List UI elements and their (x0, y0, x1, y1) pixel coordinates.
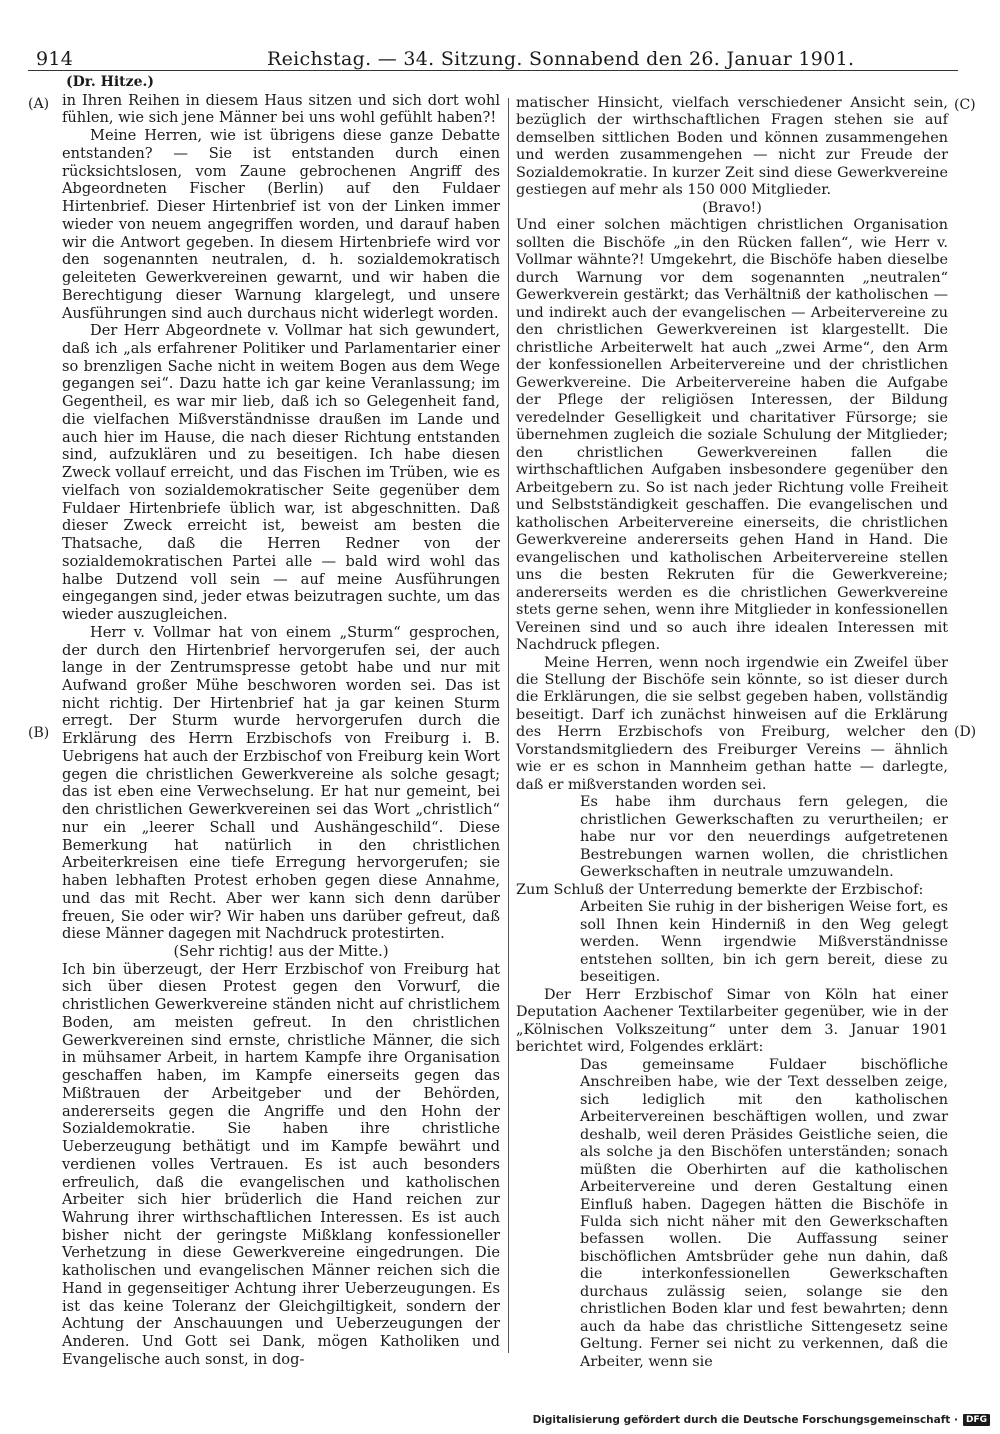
paragraph: matischer Hinsicht, vielfach verschiedener Ansicht sein, bezüglich der wirthschaftlichen Fragen stehen sie auf demselben sittlichen Boden und können zusammengehen und werden zusammengehen — nicht zur Freude der Sozialdemokratie. In kurzer Zeit sind diese Gewerkvereine gestiegen auf mehr als 150 000 Mitglieder. (516, 95, 948, 199)
speaker-label: (Dr. Hitze.) (66, 74, 154, 90)
margin-marker-a: (A) (28, 96, 50, 112)
paragraph: Ich bin überzeugt, der Herr Erzbischof von Freiburg hat sich über diesen Protest gegen den Vorwurf, die christlichen Gewerkvereine ständen nicht auf christlichem Boden, am meisten gefreut. In den christlichen Gewerkvereinen sind ernste, christliche Männer, die sich in mühsamer Arbeit, in hartem Kampfe ihre Organisation geschaffen haben, im Kampfe einerseits gegen das Mißtrauen der Arbeitgeber und der Behörden, andererseits gegen die Angriffe und den Hohn der Sozialdemokratie. Sie haben ihre christliche Ueberzeugung bethätigt und im Kampfe bewährt und verdienen volles Vertrauen. Es ist auch besonders erfreulich, daß die evangelischen und katholischen Arbeiter sich hier brüderlich die Hand reichen zur Wahrung ihrer wirthschaftlichen Interessen. Es ist auch bisher nicht der geringste Mißklang konfessioneller Verhetzung in diese Gewerkvereine eingedrungen. Die katholischen und evangelischen Männer reichen sich die Hand in gegenseitiger Achtung ihrer Ueberzeugungen. Es ist das keine Toleranz der Gleichgiltigkeit, sondern der Achtung der Anschauungen und Ueberzeugungen der Anderen. Und Gott sei Dank, mögen Katholiken und Evangelische auch sonst, in dog- (62, 960, 500, 1368)
interjection: (Bravo!) (702, 199, 762, 216)
paragraph: Meine Herren, wie ist übrigens diese ganze Debatte entstanden? — Sie ist entstanden durch einen rücksichtslosen, vom Zaune gebrochenen Angriff des Abgeordneten Fischer (Berlin) auf den Fuldaer Hirtenbrief. Dieser Hirtenbrief ist von der Linken immer wieder von neuem angegriffen worden, und darauf haben wir die Antwort gegeben. In diesem Hirtenbriefe wird vor den sogenannten neutralen, d. h. sozialdemokratisch geleiteten Gewerkvereinen gewarnt, und wir haben die Berechtigung dieser Warnung klargelegt, und unsere Ausführungen sind auch durchaus nicht widerlegt worden. (62, 127, 500, 322)
paragraph: Zum Schluß der Unterredung bemerkte der Erzbischof: (516, 881, 924, 898)
paragraph: in Ihren Reihen in diesem Haus sitzen und sich dort wohl fühlen, wie sich jene Männer bei uns wohl gefühlt haben?! (62, 91, 500, 127)
paragraph: Herr v. Vollmar hat von einem „Sturm“ gesprochen, der durch den Hirtenbrief hervorgerufen sei, der auch lange in der Zentrumspresse getobt habe und nur mit Aufwand großer Mühe beschworen worden sei. Das ist nicht richtig. Der Hirtenbrief hat ja gar keinen Sturm erregt. Der Sturm wurde hervorgerufen durch die Erklärung des Herrn Erzbischofs von Freiburg i. B. Uebrigens hat auch der Erzbischof von Freiburg kein Wort gegen die christlichen Gewerkvereine als solche gesagt; das ist eben eine Verwechselung. Er hat nur gemeint, bei den christlichen Gewerkvereinen sei das Wort „christlich“ nur ein „leerer Schall und Aushängeschild“. Diese Bemerkung hat natürlich in den christlichen Arbeiterkreisen eine tiefe Erregung hervorgerufen; sie haben lebhaften Protest erhoben gegen diese Annahme, und das mit Recht. Aber wer kann sich denn darüber freuen, Sie oder wir? Wir haben uns darüber gefreut, daß diese Männer dagegen mit Nachdruck protestirten. (62, 623, 500, 943)
dfg-logo: DFG (963, 1414, 990, 1426)
running-head: Reichstag. — 34. Sitzung. Sonnabend den 26. Januar 1901. (267, 48, 855, 70)
column-divider (508, 98, 509, 1353)
page-number: 914 (36, 48, 74, 70)
interjection: (Sehr richtig! aus der Mitte.) (173, 942, 389, 960)
left-column (62, 74, 500, 1369)
digitization-credit (533, 1414, 990, 1426)
credit-text: Digitalisierung gefördert durch die Deutsche Forschungsgemeinschaft · (532, 1414, 958, 1426)
block-quote: Es habe ihm durchaus fern gelegen, die christlichen Gewerkschaften zu verurtheilen; er habe nur vor den neuerdings aufgetretenen Bestrebungen warnen wollen, die christlichen Gewerkschaften in neutrale umzuwandeln. (580, 794, 948, 881)
block-quote: Arbeiten Sie ruhig in der bisherigen Weise fort, es soll Ihnen kein Hinderniß in den Weg gelegt werden. Wenn irgendwie Mißverständnisse entstehen sollten, bin ich gern bereit, diese zu beseitigen. (580, 899, 948, 986)
margin-marker-b: (B) (28, 725, 50, 741)
header-rule (28, 70, 958, 71)
paragraph: Meine Herren, wenn noch irgendwie ein Zweifel über die Stellung der Bischöfe sein könnte, so ist dieser durch die Erklärungen, die sie selbst gegeben haben, vollständig beseitigt. Darf ich zunächst hinweisen auf die Erklärung des Herrn Erzbischofs von Freiburg, welcher den Vorstandsmitgliedern des Freiburger Vereins — ähnlich wie er es schon in Mannheim gethan hatte — darlegte, daß er mißverstanden worden sei. (516, 654, 948, 793)
margin-marker-c: (C) (954, 97, 976, 113)
paragraph: Und einer solchen mächtigen christlichen Organisation sollten die Bischöfe „in den Rücken fallen“, wie Herr v. Vollmar wähnte?! Umgekehrt, die Bischöfe haben dieselbe durch Warnung vor dem sogenannten „neutralen“ Gewerkverein gestärkt; das Verhältniß der katholischen — und indirekt auch der evangelischen — Arbeitervereine zu den christlichen Gewerkvereinen ist klargestellt. Die christliche Arbeiterwelt hat auch „zwei Arme“, den Arm der konfessionellen Arbeitervereine und der christlichen Gewerkvereine. Die Arbeitervereine haben die Aufgabe der Pflege der religiösen Interessen, der Bildung veredelnder Geselligkeit und charitativer Fürsorge; sie übernehmen zugleich die soziale Schulung der Mitglieder; den christlichen Gewerkvereinen fallen die wirthschaftlichen Aufgaben insbesondere gegenüber den Arbeitgebern zu. So ist nach jeder Richtung volle Freiheit und Selbstständigkeit geschaffen. Die evangelischen und katholischen Arbeitervereine einerseits, die christlichen Gewerkvereine andererseits gehen Hand in Hand. Die evangelischen und katholischen Arbeitervereine stellen uns die besten Rekruten für die Gewerkvereine; andererseits werden es die christlichen Gewerkvereine stets gerne sehen, wenn ihre Mitglieder in konfessionellen Vereinen sind und so auch ihre idealen Interessen mit Nachdruck pflegen. (516, 217, 948, 654)
paragraph: Der Herr Erzbischof Simar von Köln hat einer Deputation Aachener Textilarbeiter gegenüber, wie in der „Kölnischen Volkszeitung“ unter dem 3. Januar 1901 berichtet wird, Folgendes erklärt: (516, 986, 948, 1056)
margin-marker-d: (D) (954, 724, 977, 740)
block-quote: Das gemeinsame Fuldaer bischöfliche Anschreiben habe, wie der Text desselben zeige, sich lediglich mit den katholischen Arbeitervereinen beschäftigen wollen, und zwar deshalb, weil deren Präsides Geistliche seien, die als solche ja den Bischöfen unterständen; sonach müßten die Oberhirten auf die katholischen Arbeitervereine und deren Gestaltung einen Einfluß haben. Dagegen hätten die Bischöfe in Fulda sich nicht näher mit den Gewerkschaften befassen wollen. Die Auffassung seiner bischöflichen Amtsbrüder gehe nun dahin, daß die interkonfessionellen Gewerkschaften durchaus zulässig seien, solange sie den christlichen Boden klar und fest bewahrten; denn auch da habe das christliche Sittengesetz seine Geltung. Ferner sei nicht zu verkennen, daß die Arbeiter, wenn sie (580, 1056, 948, 1370)
paragraph: Der Herr Abgeordnete v. Vollmar hat sich gewundert, daß ich „als erfahrener Politiker und Parlamentarier einer so brenzligen Sache nicht in weitem Bogen aus dem Wege gegangen sei“. Dazu hatte ich gar keine Veranlassung; im Gegentheil, es war mir lieb, daß ich so Gelegenheit fand, die vielfachen Mißverständnisse draußen im Lande und auch hier im Hause, die nach dieser Richtung entstanden sind, aufzuklären und zu beseitigen. Ich habe diesen Zweck vollauf erreicht, und das Fischen im Trüben, wie es vielfach von sozialdemokratischer Seite gegenüber dem Fuldaer Hirtenbriefe üblich war, ist abgeschnitten. Daß dieser Zweck erreicht ist, beweist am besten die Thatsache, daß die Herren Redner von der sozialdemokratischen Partei alle — bald wird wohl das halbe Dutzend voll sein — auf meine Ausführungen eingegangen sind, jeder etwas beizutragen suchte, um das wieder auszugleichen. (62, 322, 500, 624)
right-column (516, 95, 948, 1371)
